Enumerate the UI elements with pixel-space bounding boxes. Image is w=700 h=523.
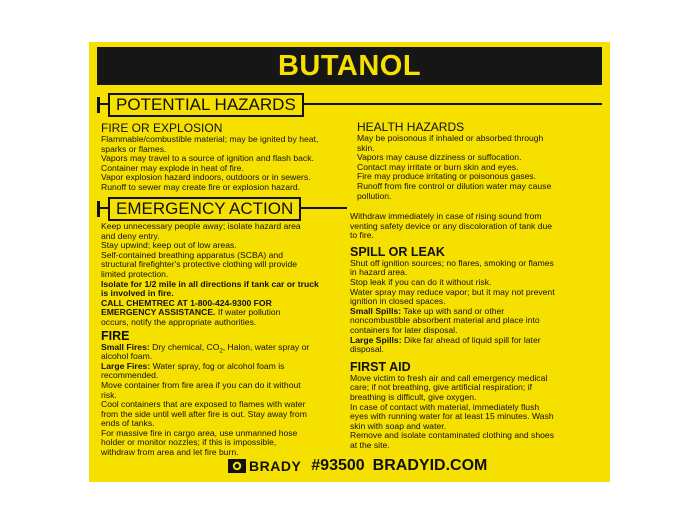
text-line: Container may explode in heat of fire. xyxy=(101,162,244,173)
text-line: Self-contained breathing apparatus (SCBA) and xyxy=(101,249,284,260)
text-line: Vapors may cause dizziness or suffocation. xyxy=(357,152,522,163)
text-fragment: Dike far ahead of liquid spill for later xyxy=(401,334,541,345)
text-line: Shut off ignition sources; no flares, smoking or flames xyxy=(350,257,554,268)
spill-or-leak-heading: SPILL OR LEAK xyxy=(350,244,445,259)
text-line: withdraw from area and let fire burn. xyxy=(101,447,239,458)
text-line: Move victim to fresh air and call emergency medical xyxy=(350,372,548,383)
isolate-text: is involved in fire. xyxy=(101,288,174,299)
potential-hazards-heading: POTENTIAL HAZARDS xyxy=(108,93,304,117)
text-line: Stay upwind; keep out of low areas. xyxy=(101,240,237,251)
footer xyxy=(228,456,487,476)
text-line: Remove and isolate contaminated clothing and shoes xyxy=(350,430,554,441)
text-line: pollution. xyxy=(357,190,392,201)
text-line: Vapors may travel to a source of ignition and flash back. xyxy=(101,153,314,164)
text-line: breathing is difficult, give oxygen. xyxy=(350,391,477,402)
text-line: alcohol foam. xyxy=(101,351,153,362)
emergency-action-left xyxy=(101,222,348,458)
text-line: and deny entry. xyxy=(101,230,160,241)
fire-or-explosion-section xyxy=(101,122,346,193)
hazard-label xyxy=(89,42,610,482)
text-line: to fire. xyxy=(350,230,374,241)
page-title: BUTANOL xyxy=(277,49,422,82)
text-fragment: If water pollution xyxy=(215,307,281,318)
text-line: Keep unnecessary people away; isolate hazard area xyxy=(101,221,301,231)
chemtrec-text: CALL CHEMTREC AT 1-800-424-9300 FOR xyxy=(101,297,272,308)
large-fires-label: Large Fires: xyxy=(101,360,151,371)
emergency-action-right xyxy=(350,212,602,450)
text-line: Vapor explosion hazard indoors, outdoors or in sewers. xyxy=(101,172,311,183)
text-line: containers for later disposal. xyxy=(350,324,458,335)
subscript: 2 xyxy=(219,348,223,355)
text-line: Water spray may reduce vapor; but it may not prevent xyxy=(350,286,555,297)
text-line: May be poisonous if inhaled or absorbed through xyxy=(357,133,544,143)
text-line: holder or monitor nozzles; if this is impossible, xyxy=(101,437,277,448)
text-line: care; if not breathing, give artificial respiration; if xyxy=(350,382,532,393)
chemtrec-text: EMERGENCY ASSISTANCE. xyxy=(101,307,216,318)
text-line: skin with soap and water. xyxy=(350,420,447,431)
health-hazards-section xyxy=(357,121,602,201)
text-line: recommended. xyxy=(101,370,159,381)
text-line: In case of contact with material, immediately flush xyxy=(350,401,540,412)
text-fragment: Take up with sand or other xyxy=(401,305,505,316)
text-line: ends of tanks. xyxy=(101,418,155,429)
text-fragment: , Halon, water spray or xyxy=(222,341,310,352)
website-text: BRADYID.COM xyxy=(372,457,488,474)
text-line: limited protection. xyxy=(101,268,169,279)
text-fragment: Dry chemical, CO xyxy=(149,341,220,352)
text-line: noncombustible absorbent material and place into xyxy=(350,315,540,326)
brand-name: BRADY xyxy=(249,458,302,474)
large-spills-label: Large Spills: xyxy=(350,334,402,345)
text-line: occurs, notify the appropriate authorities. xyxy=(101,316,257,327)
text-line: Runoff to sewer may create fire or explosion hazard. xyxy=(101,181,301,192)
small-spills-label: Small Spills: xyxy=(350,305,402,316)
text-line: Stop leak if you can do it without risk. xyxy=(350,276,492,287)
text-line: structural firefighter's protective clothing will provide xyxy=(101,259,298,270)
text-fragment: Water spray, fog or alcohol foam is xyxy=(150,360,285,371)
health-hazards-heading: HEALTH HAZARDS xyxy=(357,120,465,134)
text-line: disposal. xyxy=(350,344,384,355)
brady-logo-icon xyxy=(228,459,246,473)
isolate-text: Isolate for 1/2 mile in all directions if tank car or truck xyxy=(101,278,319,289)
text-line: Flammable/combustible material; may be ignited by heat, xyxy=(101,134,319,144)
text-line: For massive fire in cargo area, use unmanned hose xyxy=(101,427,298,438)
text-line: Move container from fire area if you can do it without xyxy=(101,379,301,390)
text-line: eyes with running water for at least 15 minutes. Wash xyxy=(350,411,554,422)
first-aid-heading: FIRST AID xyxy=(350,359,411,374)
text-line: risk. xyxy=(101,389,117,400)
text-line: Contact may irritate or burn skin and eyes. xyxy=(357,161,519,172)
text-line: Cool containers that are exposed to flames with water xyxy=(101,399,306,410)
text-line: skin. xyxy=(357,142,375,153)
part-number: #93500 xyxy=(311,457,365,474)
text-line: at the site. xyxy=(350,439,390,450)
small-fires-label: Small Fires: xyxy=(101,341,150,352)
emergency-action-heading: EMERGENCY ACTION xyxy=(108,197,301,221)
title-bar xyxy=(97,47,602,85)
fire-or-explosion-heading: FIRE OR EXPLOSION xyxy=(101,121,223,135)
text-line: Runoff from fire control or dilution water may cause xyxy=(357,180,552,191)
text-line: from the side until well after fire is out. Stay away from xyxy=(101,408,307,419)
text-line: venting safety device or any discoloration of tank due xyxy=(350,220,553,231)
fire-heading: FIRE xyxy=(101,328,130,343)
potential-hazards-banner xyxy=(97,93,602,115)
text-line: in hazard area. xyxy=(350,267,408,278)
text-line: sparks or flames. xyxy=(101,143,167,154)
text-line: Fire may produce irritating or poisonous gases. xyxy=(357,171,537,182)
text-line: ignition in closed spaces. xyxy=(350,296,446,307)
text-line: Withdraw immediately in case of rising sound from xyxy=(350,211,542,221)
